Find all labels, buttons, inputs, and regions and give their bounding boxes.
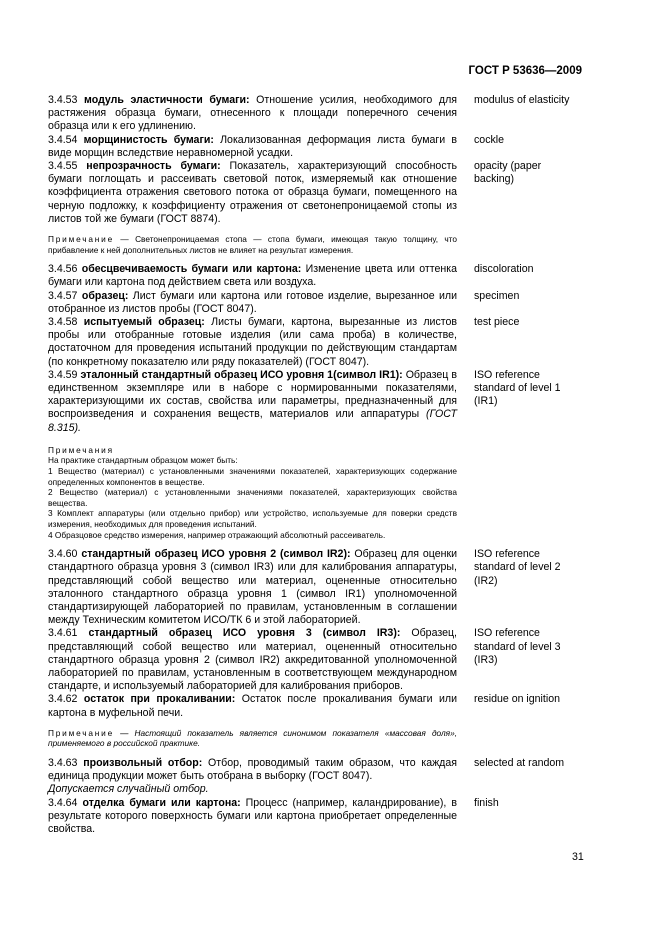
- notes-block: [0, 445, 661, 540]
- entry-definition: Образец для оценки стандартного образца уровня 3 (символ IR3) или для калибрования аппаратуры, представляющий собой вещество или материал, оцененные относительно эталонного стандартного образца уровня 1 (символ IR1) уполномоченной стандартизирующей лабораторией по правилам, установленным в соглашении между Техническим комитетом ИСО/ТК 6 и этой лабораторией.: [48, 548, 457, 627]
- note-text: [48, 234, 457, 255]
- note-block: [0, 728, 661, 749]
- note-body: — Настоящий показатель является синонимом показателя «массовая доля», применяемого в российской практике.: [48, 727, 457, 749]
- english-equivalent: selected at random: [474, 757, 565, 770]
- term-entry: [0, 369, 661, 435]
- notes-label: Примечания: [48, 444, 114, 455]
- term-entry: [0, 160, 661, 226]
- entry-text: [48, 290, 457, 316]
- terms-section: [0, 94, 661, 836]
- english-equivalent: ISO reference standard of level 3 (IR3): [474, 627, 561, 666]
- entry-text: [48, 757, 457, 783]
- entry-number: 3.4.63: [48, 757, 78, 770]
- entry-number: 3.4.54: [48, 133, 78, 146]
- term-entry: [0, 797, 661, 837]
- entry-number: 3.4.58: [48, 316, 78, 329]
- entry-definition: Изменение цвета или оттенка бумаги или картона под действием света или воздуха.: [48, 263, 457, 289]
- english-equivalent: cockle: [474, 133, 505, 146]
- note-block: [0, 234, 661, 255]
- entry-text: [48, 693, 457, 719]
- entry-text: [48, 316, 457, 369]
- entry-term: стандартный образец ИСО уровня 2 (символ IR2):: [81, 548, 351, 561]
- entry-definition: Процесс (например, каландрирование), в результате которого поверхность бумаги или картона приобретает определенные свойства.: [48, 796, 457, 836]
- term-entry: [0, 627, 661, 693]
- entry-text: [48, 627, 457, 693]
- entry-definition: Образец в единственном экземпляре или в наборе с нормированными показателями, характеризующими их состав, свойства или параметры, предназначенный для воспроизведения и сохранения веществ, материалов или аппаратуры: [48, 368, 457, 421]
- entry-reference: (ГОСТ 8.315).: [48, 408, 457, 434]
- entry-term: морщинистость бумаги:: [83, 133, 214, 146]
- english-equivalent: finish: [474, 796, 499, 809]
- english-equivalent: opacity (paper backing): [474, 160, 542, 186]
- entry-text: [48, 160, 457, 226]
- entry-number: 3.4.64: [48, 796, 78, 809]
- entry-text: [48, 369, 457, 435]
- entry-definition: Отношение усилия, необходимого для растяжения образца бумаги, отнесенного к площади поперечного сечения образца или к его удлинению.: [48, 94, 457, 133]
- entry-term: эталонный стандартный образец ИСО уровня 1(символ IR1):: [80, 368, 403, 381]
- note-label: Примечание: [48, 727, 115, 738]
- entry-definition: Показатель, характеризующий способность бумаги поглощать и рассеивать световой поток, измеряемый как отношение коэффициента отражения светового потока от образца бумаги, помещенного на черную подложку, к коэффициенту отражения от светонепроницаемой стопы из листов той же бумаги (ГОСТ 8874).: [48, 160, 457, 225]
- english-equivalent: discoloration: [474, 263, 534, 276]
- term-entry: [0, 316, 661, 369]
- entry-number: 3.4.56: [48, 263, 78, 276]
- entry-term: остаток при прокаливании:: [83, 693, 236, 706]
- term-entry: [0, 134, 661, 160]
- english-equivalent: test piece: [474, 316, 520, 329]
- entry-definition: Остаток после прокаливания бумаги или картона в муфельной печи.: [48, 693, 457, 719]
- entry-definition: Лист бумаги или картона или готовое изделие, вырезанное или отобранное из листов пробы (ГОСТ 8047).: [48, 289, 457, 315]
- entry-text: [48, 548, 457, 627]
- entry-definition: Образец, представляющий собой вещество или материал, оцененный относительно стандартного образца уровня 2 (символ IR2) аккредитованной уполномоченной лабораторией по правилам, установленным в соответствующем международном стандарте, и используемый лабораторией для калибрования приборов.: [48, 627, 457, 693]
- english-equivalent: residue on ignition: [474, 693, 560, 706]
- term-entry: [0, 548, 661, 627]
- standard-header: ГОСТ Р 53636—2009: [468, 65, 582, 77]
- entry-text: [48, 134, 457, 160]
- entry-term: стандартный образец ИСО уровня 3 (символ IR3):: [88, 627, 401, 640]
- term-entry: [0, 94, 661, 134]
- term-entry: [0, 693, 661, 719]
- entry-term: образец:: [81, 289, 129, 302]
- entry-number: 3.4.59: [48, 368, 78, 381]
- note-item: 4 Образцовое средство измерения, например отражающий абсолютный рассеиватель.: [48, 529, 386, 540]
- term-entry: [0, 290, 661, 316]
- note-item: 1 Вещество (материал) с установленными значениями показателей, характеризующих содержание определенных компонентов в веществе.: [48, 466, 457, 487]
- entry-term: модуль эластичности бумаги:: [84, 94, 250, 106]
- english-equivalent: ISO reference standard of level 1 (IR1): [474, 368, 561, 408]
- note-item: 3 Комплект аппаратуры (или отдельно прибор) или устройство, используемые для поверки средств измерения, необходимых для проведения испытаний.: [48, 508, 457, 530]
- english-equivalent: modulus of elasticity: [474, 94, 570, 106]
- entry-number: 3.4.55: [48, 160, 78, 173]
- page-number: 31: [572, 851, 584, 863]
- entry-remark: Допускается случайный отбор.: [48, 783, 209, 796]
- entry-term: произвольный отбор:: [83, 757, 203, 770]
- entry-number: 3.4.60: [48, 548, 78, 561]
- entry-number: 3.4.62: [48, 693, 78, 706]
- note-body: — Светонепроницаемая стопа — стопа бумаги, имеющая такую толщину, что прибавление к ней дополнительных листов не влияет на результат измерения.: [48, 234, 458, 255]
- entry-text: [48, 797, 457, 837]
- english-equivalent: specimen: [474, 289, 520, 302]
- entry-definition: Отбор, проводимый таким образом, что каждая единица продукции может быть отобрана в выборку (ГОСТ 8047).: [48, 757, 457, 783]
- entry-term: отделка бумаги или картона:: [82, 796, 241, 809]
- english-equivalent: ISO reference standard of level 2 (IR2): [474, 548, 561, 587]
- term-entry: [0, 263, 661, 289]
- entry-definition: Локализованная деформация листа бумаги в виде морщин вследствие неравномерной усадки.: [48, 133, 457, 159]
- entry-text: [48, 94, 457, 134]
- entry-term: испытуемый образец:: [83, 316, 205, 329]
- note-label: Примечание: [48, 234, 115, 245]
- entry-number: 3.4.57: [48, 289, 78, 302]
- entry-term: непрозрачность бумаги:: [86, 160, 221, 173]
- entry-text: [48, 263, 457, 289]
- note-item: 2 Вещество (материал) с установленными значениями показателей, характеризующих свойства вещества.: [48, 487, 457, 508]
- entry-number: 3.4.53: [48, 94, 78, 106]
- entry-number: 3.4.61: [48, 627, 78, 640]
- term-entry: [0, 757, 661, 797]
- entry-definition: Листы бумаги, картона, вырезанные из листов пробы или отобранные готовые изделия (или сама проба) в количестве, достаточном для проведения испытаний продукции по действующим стандартам (по конкретному показателю или ряду показателей) (ГОСТ 8047).: [48, 316, 457, 368]
- entry-term: обесцвечиваемость бумаги или картона:: [81, 263, 302, 276]
- notes-intro: На практике стандартным образцом может быть:: [48, 455, 238, 466]
- note-text: [48, 728, 457, 749]
